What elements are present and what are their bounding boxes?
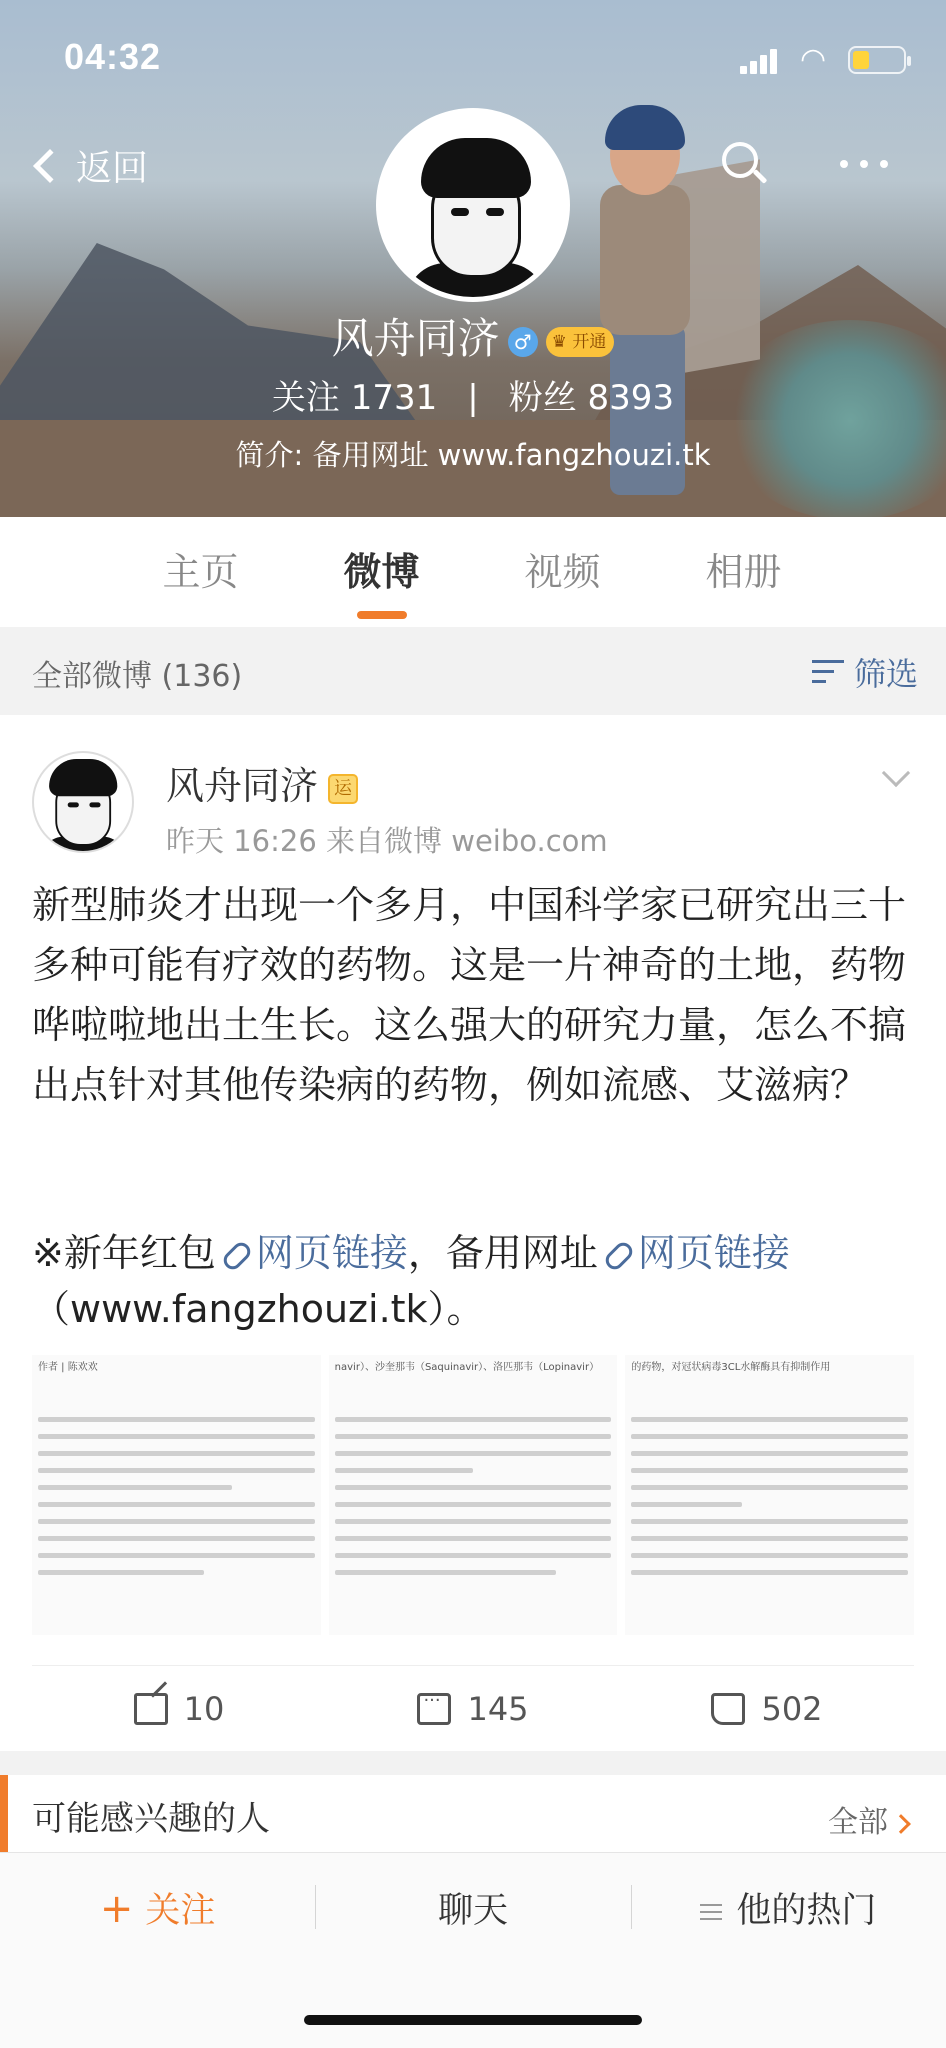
- vip-label: 开通: [572, 331, 607, 352]
- image-3-text: 的药物，对冠状病毒3CL水解酶具有抑制作用: [631, 1362, 831, 1373]
- profile-stats: [0, 370, 946, 419]
- plus-icon: +: [99, 1886, 134, 1932]
- section-accent-bar: [0, 1775, 8, 1855]
- chevron-right-icon: [891, 1814, 911, 1834]
- suggested-people-section: [0, 1775, 946, 1855]
- chat-label: 聊天: [437, 1891, 508, 1931]
- links-suffix: （www.fangzhouzi.tk）。: [32, 1287, 485, 1331]
- bottom-toolbar: [0, 1852, 946, 2048]
- web-link-2[interactable]: 网页链接: [637, 1231, 790, 1275]
- following-count: 1731: [350, 378, 438, 418]
- profile-header: [0, 0, 946, 517]
- post-count: 全部微博 (136): [32, 659, 243, 694]
- filter-icon: [812, 658, 844, 686]
- chevron-down-icon[interactable]: [882, 759, 910, 787]
- search-icon[interactable]: [722, 142, 766, 186]
- comment-icon: [417, 1693, 451, 1725]
- post-image-1[interactable]: [32, 1355, 321, 1635]
- thumbs-up-icon: [711, 1693, 745, 1725]
- profile-bio: 简介: 备用网址 www.fangzhouzi.tk: [235, 438, 711, 472]
- profile-tabs: [0, 517, 946, 627]
- tab-home[interactable]: 主页: [162, 550, 239, 594]
- filter-label: 筛选: [854, 655, 919, 693]
- tab-album[interactable]: 相册: [705, 550, 782, 594]
- post-image-3[interactable]: [625, 1355, 914, 1635]
- links-mid: ，备用网址: [407, 1231, 598, 1275]
- tab-weibo[interactable]: 微博: [291, 517, 472, 627]
- post-links: [32, 1225, 914, 1337]
- comment-button[interactable]: [326, 1666, 620, 1751]
- post-text: 新型肺炎才出现一个多月，中国科学家已研究出三十多种可能有疗效的药物。这是一片神奇的土地，药物哗啦啦地出土生长。这么强大的研究力量，怎么不搞出点针对其他传染病的药物，例如流感、艾滋病？: [32, 883, 907, 1107]
- following-label: 关注: [271, 378, 340, 418]
- stats-separator: |: [467, 378, 479, 418]
- back-button[interactable]: [28, 140, 148, 191]
- comment-count: 145: [467, 1689, 529, 1728]
- status-bar: [0, 0, 946, 110]
- followers-label: 粉丝: [508, 378, 577, 418]
- like-count: 502: [761, 1689, 823, 1728]
- suggested-people-title: 可能感兴趣的人: [32, 1799, 270, 1839]
- profile-name: 风舟同济: [331, 314, 500, 363]
- list-icon: [700, 1904, 722, 1920]
- follow-label: 关注: [145, 1891, 216, 1931]
- tab-video[interactable]: 视频: [524, 550, 601, 594]
- chevron-left-icon: [33, 149, 67, 183]
- status-time: 04:32: [64, 36, 162, 77]
- vip-badge[interactable]: ♛ 开通: [546, 327, 615, 357]
- post-author-row: [166, 755, 358, 810]
- link-icon: [602, 1239, 636, 1273]
- signal-icon: [740, 48, 780, 74]
- post-actions: [32, 1665, 914, 1751]
- see-all-button[interactable]: [828, 1797, 908, 1841]
- profile-name-row: [0, 306, 946, 366]
- profile-avatar[interactable]: [376, 108, 570, 302]
- yun-badge-icon: 运: [328, 774, 358, 804]
- post-author-name[interactable]: 风舟同济: [166, 764, 319, 808]
- post-image-2[interactable]: [329, 1355, 618, 1635]
- post-meta: 昨天 16:26 来自微博 weibo.com: [166, 824, 608, 858]
- share-button[interactable]: [32, 1666, 326, 1751]
- post-author-avatar[interactable]: [32, 751, 134, 853]
- web-link-1[interactable]: 网页链接: [255, 1231, 408, 1275]
- more-icon[interactable]: [840, 160, 888, 168]
- filter-bar: [0, 627, 946, 715]
- share-icon: [134, 1693, 168, 1725]
- home-indicator[interactable]: [304, 2015, 642, 2025]
- weibo-post: [0, 715, 946, 1751]
- see-all-label: 全部: [828, 1805, 888, 1840]
- following-link[interactable]: [272, 378, 437, 418]
- filter-button[interactable]: [812, 649, 918, 695]
- hot-posts-label: 他的热门: [736, 1891, 877, 1931]
- wifi-icon: ◠: [800, 42, 827, 77]
- chat-button[interactable]: [315, 1883, 630, 1933]
- like-button[interactable]: [620, 1666, 914, 1751]
- male-gender-icon: ♂: [508, 327, 538, 357]
- battery-icon: [848, 46, 906, 74]
- image-1-text: 作者 | 陈欢欢: [38, 1362, 98, 1373]
- followers-link[interactable]: [509, 378, 674, 418]
- hot-posts-button[interactable]: [631, 1883, 946, 1933]
- link-icon: [220, 1239, 254, 1273]
- back-label: 返回: [76, 148, 149, 189]
- share-count: 10: [183, 1689, 225, 1728]
- post-images: [32, 1355, 914, 1635]
- follow-button[interactable]: [0, 1883, 315, 1933]
- links-prefix: ※新年红包: [32, 1231, 216, 1275]
- image-2-text: navir）、沙奎那韦（Saquinavir）、洛匹那韦（Lopinavir）: [334, 1362, 600, 1373]
- followers-count: 8393: [587, 378, 675, 418]
